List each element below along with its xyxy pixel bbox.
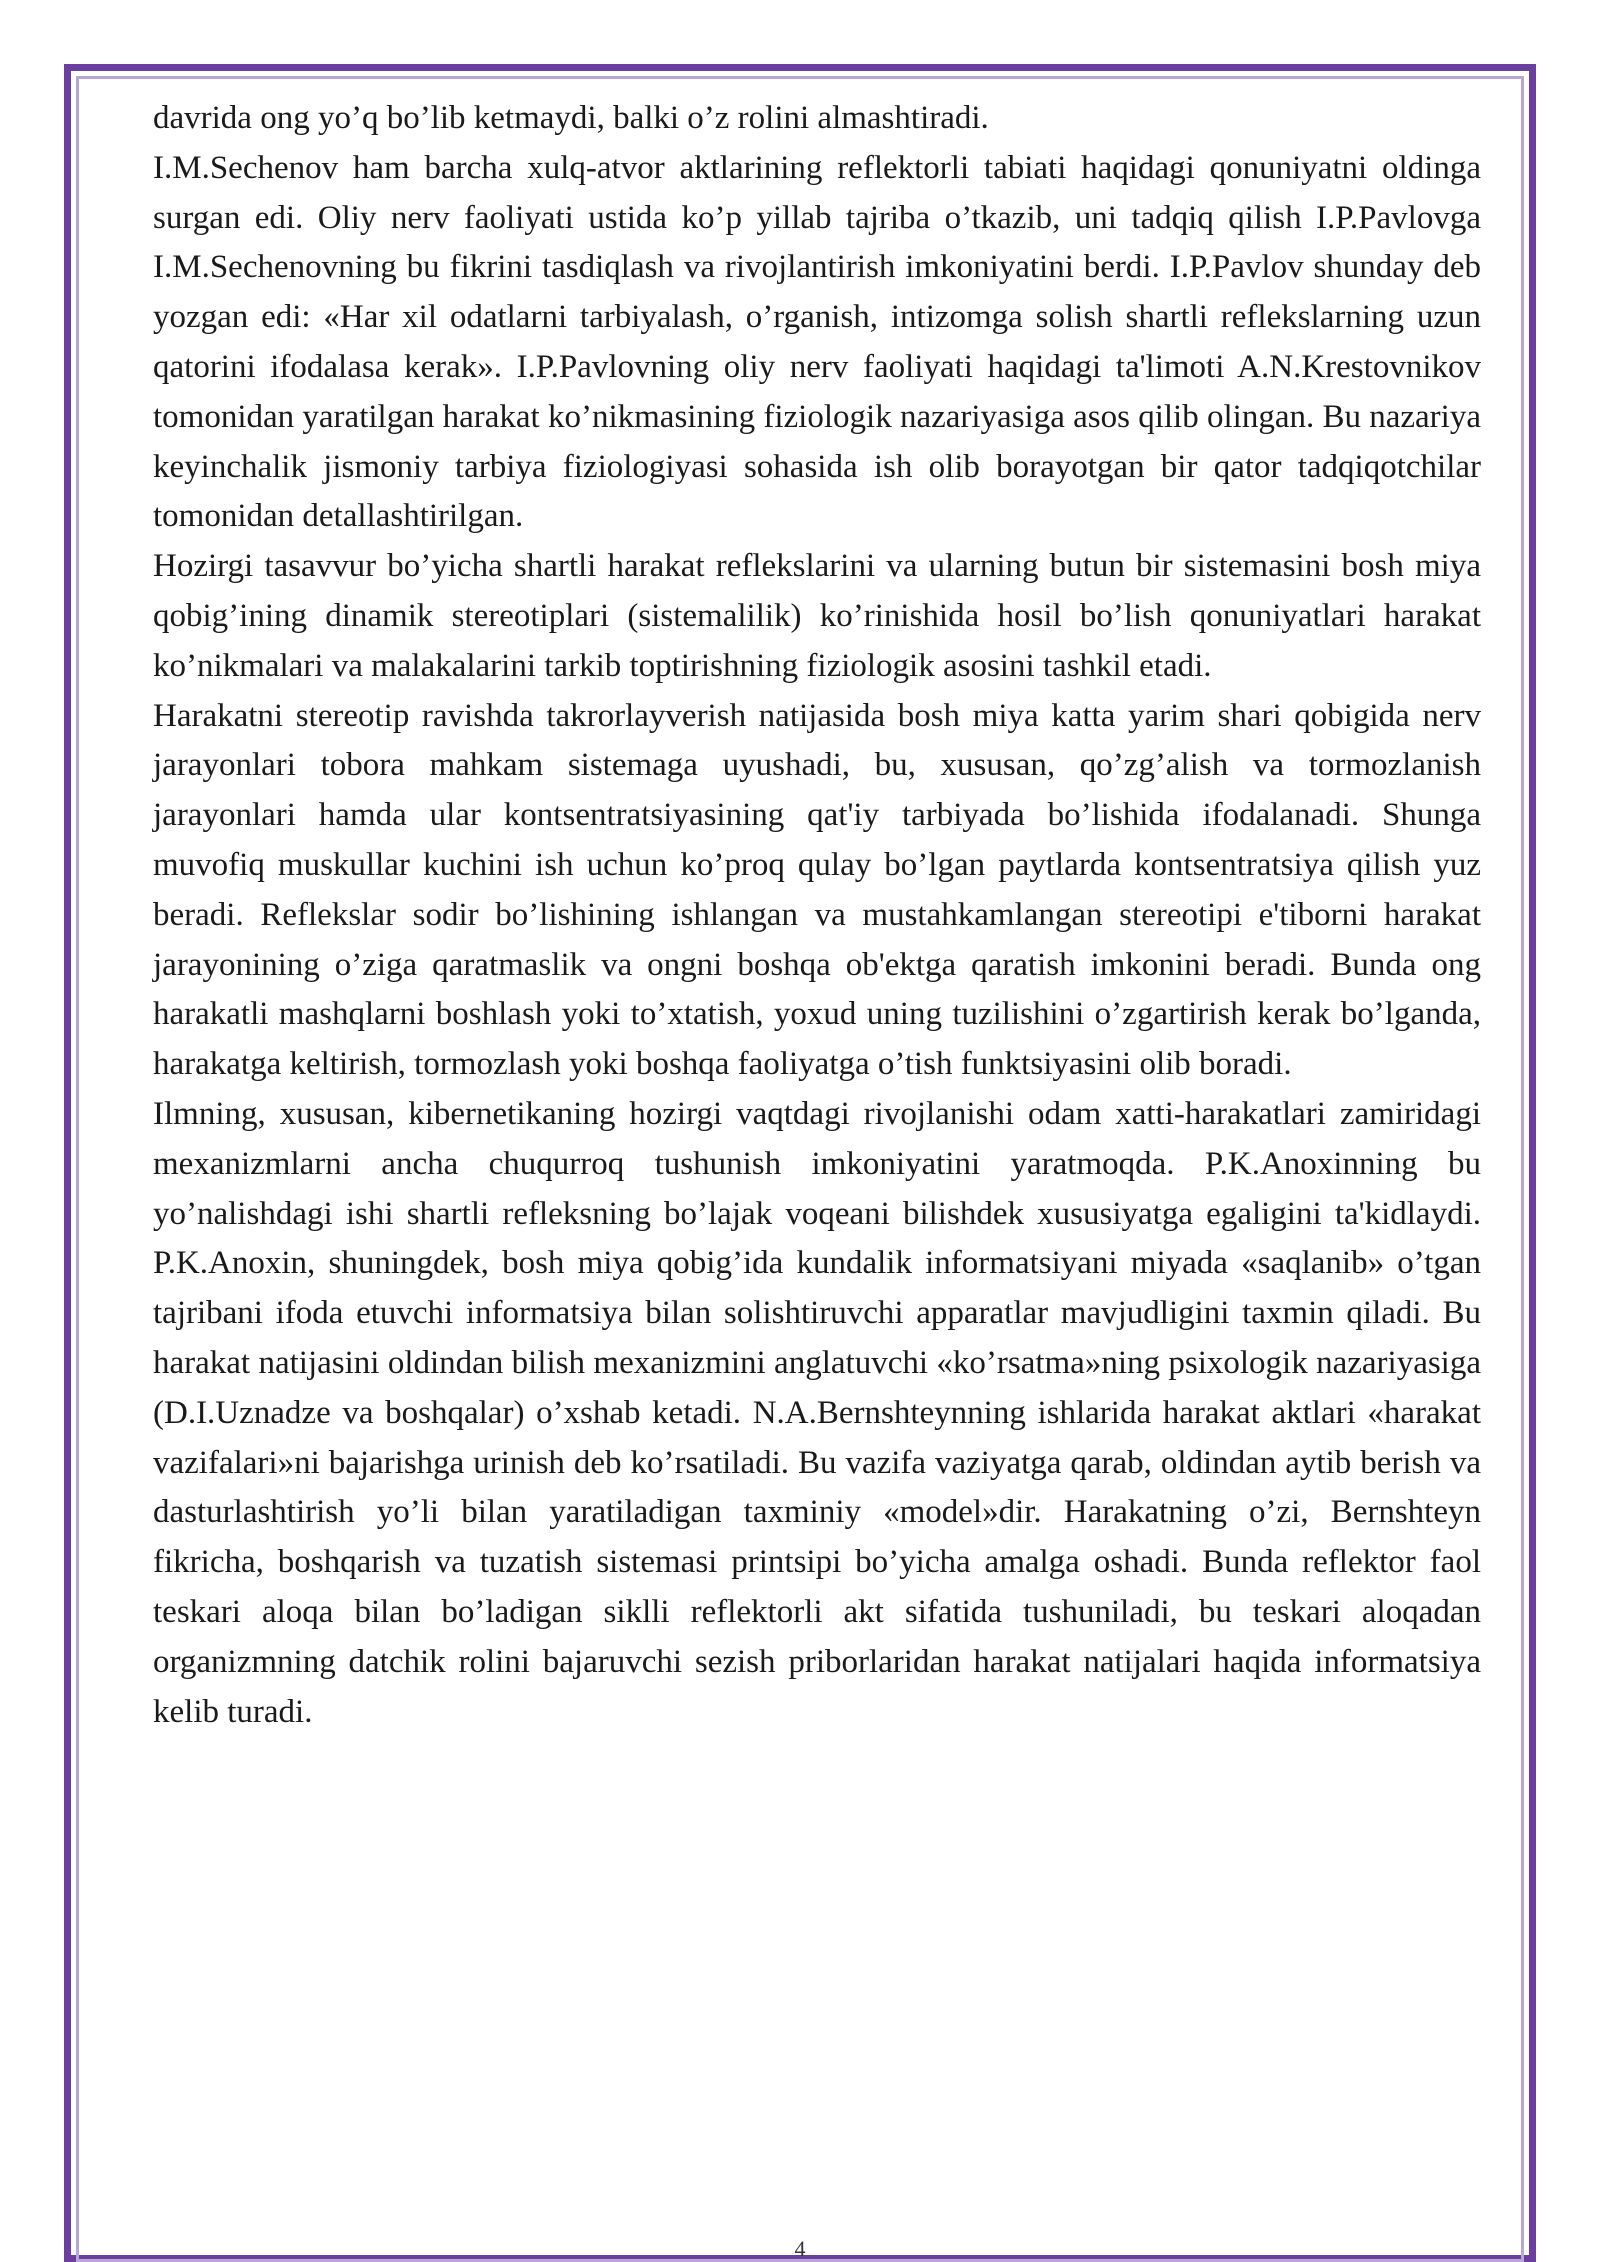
paragraph-5: Ilmning, xususan, kibernetikaning hozirgi vaqtdagi rivojlanishi odam xatti-harakatlari zamiridagi mexanizmlarni ancha chuqurroq tushunish imkoniyatini yaratmoqda. P.K.Anoxinning bu yo’nalishdagi ishi shartli refleksning bo’lajak voqeani bilishdek xususiyatga egaligini ta'kidlaydi. P.K.Anoxin, shuningdek, bosh miya qobig’ida kundalik informatsiyani miyada «saqlanib» o’tgan tajribani ifoda etuvchi informatsiya bilan solishtiruvchi apparatlar mavjudligini taxmin qiladi. Bu harakat natijasini oldindan bilish mexanizmini anglatuvchi «ko’rsatma»ning psixologik nazariyasiga (D.I.Uznadze va boshqalar) o’xshab ketadi. N.A.Bernshteynning ishlarida harakat aktlari «harakat vazifalari»ni bajarishga urinish deb ko’rsatiladi. Bu vazifa vaziyatga qarab, oldindan aytib berish va dasturlashtirish yo’li bilan yaratiladigan taxminiy «model»dir. Harakatning o’zi, Bernshteyn fikricha, boshqarish va tuzatish sistemasi printsipi bo’yicha amalga oshadi. Bunda reflektor faol teskari aloqa bilan bo’ladigan siklli reflektorli akt sifatida tushuniladi, bu teskari aloqadan organizmning datchik rolini bajaruvchi sezish priborlaridan harakat natijalari haqida informatsiya kelib turadi. xyxy=(153,1095,1481,1730)
paragraph-3: Hozirgi tasavvur bo’yicha shartli harakat reflekslarini va ularning butun bir sistemasini bosh miya qobig’ining dinamik stereotiplari (sistemalilik) ko’rinishida hosil bo’lish qonuniyatlari harakat ko’nikmalari va malakalarini tarkib toptirishning fiziologik asosini tashkil etadi. xyxy=(153,548,1481,684)
paragraph-4: Harakatni stereotip ravishda takrorlayverish natijasida bosh miya katta yarim shari qobigida nerv jarayonlari tobora mahkam sistemaga uyushadi, bu, xususan, qo’zg’alish va tormozlanish jarayonlari hamda ular kontsentratsiyasining qat'iy tarbiyada bo’lishida ifodalanadi. Shunga muvofiq muskullar kuchini ish uchun ko’proq qulay bo’lgan paytlarda kontsentratsiya qilish yuz beradi. Reflekslar sodir bo’lishining ishlangan va mustahkamlangan stereotipi e'tiborni harakat jarayonining o’ziga qaratmaslik va ongni boshqa ob'ektga qaratish imkonini beradi. Bunda ong harakatli mashqlarni boshlash yoki to’xtatish, yoxud uning tuzilishini o’zgartirish kerak bo’lganda, harakatga keltirish, tormozlash yoki boshqa faoliyatga o’tish funktsiyasini olib boradi. xyxy=(153,697,1481,1083)
body-text xyxy=(153,94,1481,1737)
paragraph-2: I.M.Sechenov ham barcha xulq-atvor aktlarining reflektorli tabiati haqidagi qonuniyatni oldinga surgan edi. Oliy nerv faoliyati ustida ko’p yillab tajriba o’tkazib, uni tadqiq qilish I.P.Pavlovga I.M.Sechenovning bu fikrini tasdiqlash va rivojlantirish imkoniyatini berdi. I.P.Pavlov shunday deb yozgan edi: «Har xil odatlarni tarbiyalash, o’rganish, intizomga solish shartli reflekslarning uzun qatorini ifodalasa kerak». I.P.Pavlovning oliy nerv faoliyati haqidagi ta'limoti A.N.Krestovnikov tomonidan yaratilgan harakat ko’nikmasining fiziologik nazariyasiga asos qilib olingan. Bu nazariya keyinchalik jismoniy tarbiya fiziologiyasi sohasida ish olib borayotgan bir qator tadqiqotchilar tomonidan detallashtirilgan. xyxy=(153,149,1481,535)
page-number: 4 xyxy=(794,2236,806,2261)
paragraph-1: davrida ong yo’q bo’lib ketmaydi, balki o’z rolini almashtiradi. xyxy=(153,100,989,136)
